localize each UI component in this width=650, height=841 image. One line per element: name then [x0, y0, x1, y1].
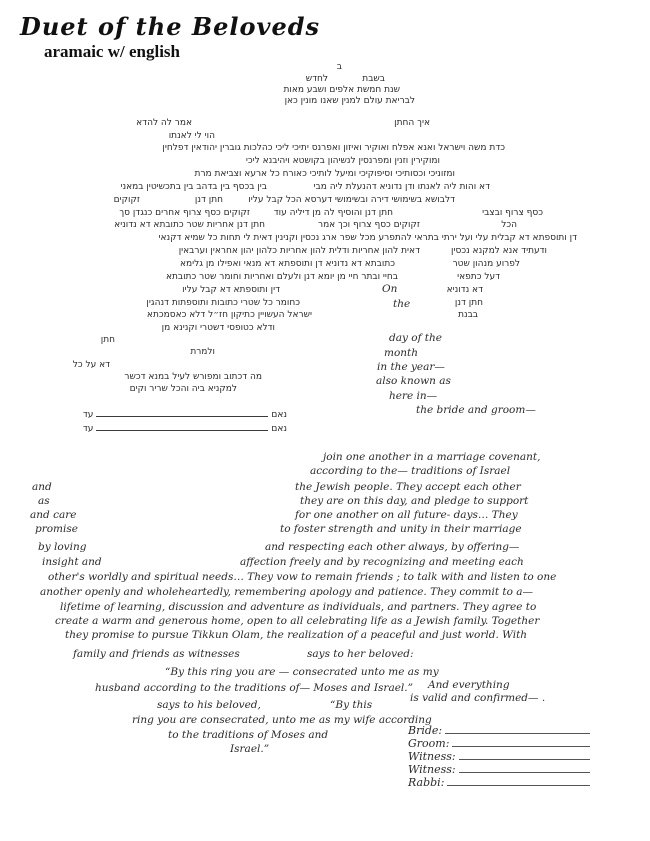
hebrew-line: כדת משה וישראל ואנא אפלח ואוקיר ואיזון ואפרנס יתיכי ליכי כהלכות גוברין יהודאין דפלחין [162, 143, 505, 153]
english-line: promise [35, 523, 78, 535]
hebrew-line: למקניא ביה והכל שריר וקים [129, 384, 237, 394]
english-line: husband according to the traditions of— Moses and Israel.” [95, 682, 413, 694]
hebrew-line: זקוקים כסף צרוף אחרים כנגדן סך [119, 208, 250, 218]
signature-prefix: נאם [271, 424, 287, 434]
hebrew-line: חתן [100, 335, 115, 345]
hebrew-line: חתן דנן אחריות שטר כתובתא דא נדוניא [114, 220, 265, 230]
witness-1-signature-line [459, 750, 590, 760]
hebrew-line: ודעתיד אנא למקנא נכסין [451, 246, 547, 256]
groom-signature-line [452, 737, 590, 747]
hebrew-line: דן ותוספתא דא קבלית עלי ועל ירתי בתראי להתפרע מכל שפר ארג נכסין וקנינין דאית לי תחות כל שמיא דקנאי [158, 233, 577, 243]
fillin-label: month [384, 347, 419, 359]
witness-2-signature-line [459, 763, 590, 773]
english-line: says to her beloved: [307, 648, 414, 660]
english-line: as [38, 495, 50, 507]
page-title: Duet of the Beloveds [20, 12, 321, 41]
form-field-witness-2 [408, 763, 590, 776]
form-label: Witness: [408, 763, 456, 776]
english-line: the Jewish people. They accept each other [295, 481, 521, 493]
english-line: according to the— traditions of Israel [310, 465, 511, 477]
hebrew-line: כחומר כל שטרי כתובות ותוספתות דנהגין [146, 298, 300, 308]
english-line: insight and [42, 556, 102, 568]
page-subtitle: aramaic w/ english [44, 42, 180, 61]
form-label: Rabbi: [408, 776, 445, 789]
form-label: Witness: [408, 750, 456, 763]
english-line: to the traditions of Moses and [168, 729, 329, 741]
english-line: and care [30, 509, 77, 521]
hebrew-line: חתן דנן והוסיף לה מן דיליה עוד [273, 208, 393, 218]
hebrew-line: ודלא כטופסי דשטרי וקנינא מן [161, 323, 275, 333]
witness-signature-line [96, 408, 268, 417]
hebrew-line: לחדש [305, 74, 328, 84]
witness-signature-line [96, 422, 268, 431]
hebrew-line: דא והות ליה לאנתו ודן נדוניא דהנעלת ליה מבי [313, 182, 490, 192]
hebrew-line: דין ותוספתא דא קבל עליו [182, 285, 280, 295]
hebrew-line: ישראל העשויין כתיקון חז״ל דלא כאסמכתא [146, 310, 312, 320]
hebrew-line: זקוקים כסף צרוף וכך אמר [317, 220, 420, 230]
fillin-label: here in— [389, 390, 438, 402]
english-line: another openly and wholeheartedly, remembering apology and patience. They commit to a— [40, 586, 534, 598]
english-line: lifetime of learning, discussion and adventure as individuals, and partners. They agree to [60, 601, 537, 613]
english-line: “By this ring you are — consecrated unto me as my [165, 666, 439, 678]
english-line: join one another in a marriage covenant, [323, 451, 541, 463]
english-line: is valid and confirmed— . [410, 692, 546, 704]
english-line: by loving [38, 541, 87, 553]
hebrew-line: בבנת [458, 310, 478, 320]
hebrew-line: ומזוניכי וכסותיכי וסיפוקיכי ומיעל לותיכי כאורח כל ארעא וצביאת מרת [194, 169, 455, 179]
english-line: Israel.” [230, 743, 270, 755]
witness-signature-row [83, 422, 287, 434]
hebrew-line: אמר לה להדא [136, 118, 192, 128]
form-label: Bride: [408, 724, 443, 737]
hebrew-line: לבריאת עולם למנין שאנו מונין כאן [284, 96, 415, 106]
rabbi-signature-line [447, 776, 590, 786]
signature-suffix: עד [82, 424, 94, 434]
hebrew-line: בחיי ובתר חיי מן יומא דנן ולעלם ואחריות וחומר שטר כתובתא [165, 272, 398, 282]
hebrew-line: חתן דנן [454, 298, 483, 308]
hebrew-line: דא על כל [72, 360, 110, 370]
form-label: Groom: [408, 737, 450, 750]
english-line: they are on this day, and pledge to support [300, 495, 529, 507]
english-line: ring you are consecrated, unto me as my wife according [132, 714, 432, 726]
hebrew-line: זקוקים [113, 195, 140, 205]
bride-signature-line [445, 724, 590, 734]
fillin-label: day of the [389, 332, 442, 344]
english-line: family and friends as witnesses [73, 648, 240, 660]
hebrew-line: ומוקירין וזנין ומפרנסין לנשיהון בקושטא ויהיבנא ליכי [245, 156, 440, 166]
form-field-rabbi [408, 776, 590, 789]
english-line: and [32, 481, 52, 493]
hebrew-line: חתן דנן [194, 195, 223, 205]
fillin-label: also known as [376, 375, 451, 387]
fillin-label: On [382, 283, 398, 295]
signature-prefix: נאם [271, 410, 287, 420]
hebrew-line: ב [336, 62, 342, 72]
english-line: And everything [428, 679, 510, 691]
hebrew-line: הוי לי לאנתו [168, 131, 215, 141]
english-line: for one another on all future- days… They [295, 509, 518, 521]
english-line: affection freely and by recognizing and meeting each [240, 556, 524, 568]
english-line: “By this [330, 699, 373, 711]
hebrew-line: איך החתן [394, 118, 430, 128]
hebrew-line: דעל כתפאי [457, 272, 500, 282]
hebrew-line: בין בכסף בין בדהב בין בתכשיטין במאני [120, 182, 267, 192]
hebrew-line: דאית להון אחריות ודלית להון אחריות כלהון יהון אחראין וערבאין [178, 246, 420, 256]
fillin-label: the bride and groom— [416, 404, 536, 416]
english-line: they promise to pursue Tikkun Olam, the realization of a peaceful and just world. With [65, 629, 528, 641]
english-line: create a warm and generous home, open to all celebrating life as a Jewish family. Together [55, 615, 540, 627]
form-field-witness-1 [408, 750, 590, 763]
hebrew-line: דא נדוניא [446, 285, 483, 295]
english-line: and respecting each other always, by offering— [265, 541, 520, 553]
form-field-bride [408, 724, 590, 737]
witness-signature-row [83, 408, 287, 420]
hebrew-line: כתובתא דא נדוניא דן ותוספתא דא מנאי ואפילו מן גלימא [180, 259, 395, 269]
form-field-groom [408, 737, 590, 750]
hebrew-line: דלבושא בשימושי דירה ובשימושי דערסא הכל קבל עליו [248, 195, 455, 205]
fillin-label: in the year— [377, 361, 445, 373]
hebrew-line: מה דכתוב ומפורש לעיל במנא דכשר [124, 372, 262, 382]
hebrew-line: ולמרת [190, 347, 215, 357]
hebrew-line: כסף צרוף ובצבי [482, 208, 543, 218]
hebrew-line: הכל [501, 220, 517, 230]
english-line: says to his beloved, [157, 699, 261, 711]
fillin-label: the [393, 298, 411, 310]
hebrew-line: שנת חמשת אלפים ושבע מאות [283, 85, 400, 95]
hebrew-line: בשבת [362, 74, 385, 84]
hebrew-line: לפרוע מנהון שטר [452, 259, 520, 269]
english-line: to foster strength and unity in their marriage [280, 523, 522, 535]
english-line: other's worldly and spiritual needs… They vow to remain friends ; to talk with and listen to one [48, 571, 557, 583]
signature-suffix: עד [82, 410, 94, 420]
